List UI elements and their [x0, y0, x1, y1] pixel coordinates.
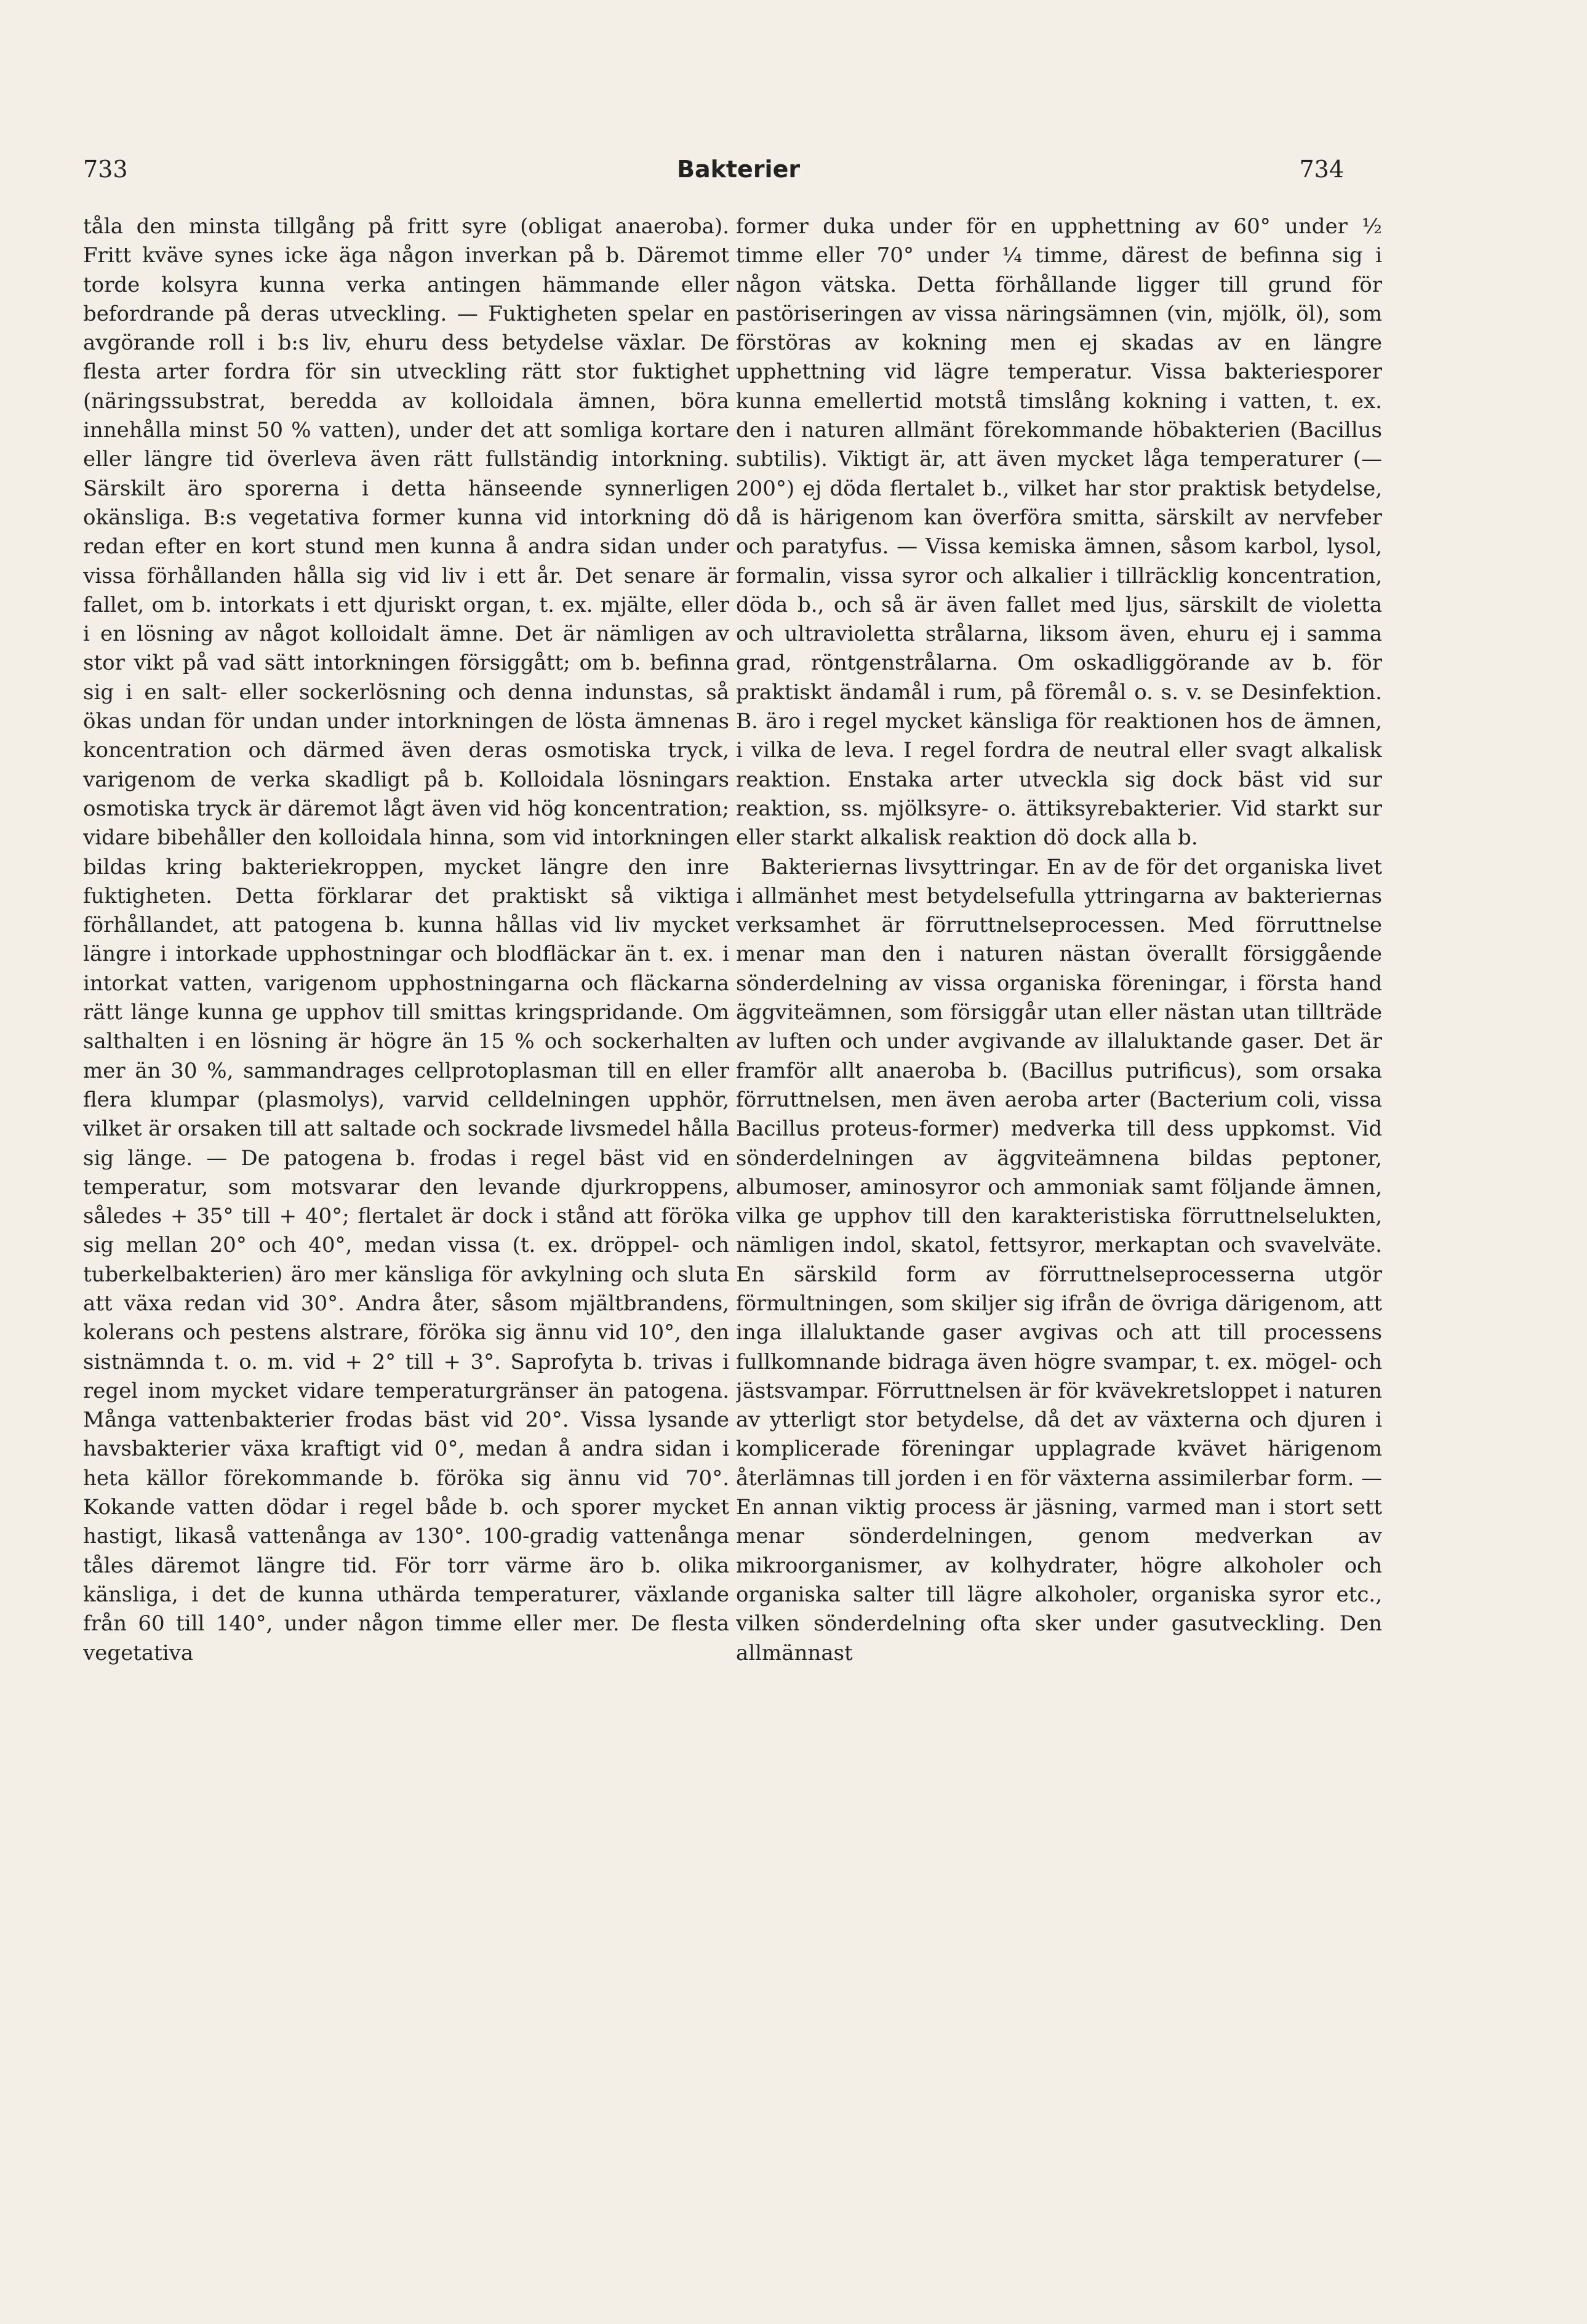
left-column	[83, 212, 729, 2268]
paragraph: former duka under för en upphettning av 60° under ½ timme eller 70° under ¼ timme, därest de befinna sig i någon vätska. Detta förhållande ligger till grund för pastöriseringen av vissa näringsämnen (vin, mjölk, öl), som förstöras av kokning men ej skadas av en längre upphettning vid lägre temperatur. Vissa bakteriesporer kunna emellertid motstå timslång kokning i vatten, t. ex. den i naturen allmänt förekommande höbakterien (Bacillus subtilis). Viktigt är, att även mycket låga temperaturer (— 200°) ej döda flertalet b., vilket har stor praktisk betydelse, då is härigenom kan överföra smitta, särskilt av nervfeber och paratyfus. — Vissa kemiska ämnen, såsom karbol, lysol, formalin, vissa syror och alkalier i tillräcklig koncentration, döda b., och så är även fallet med ljus, särskilt de violetta och ultravioletta strålarna, liksom även, ehuru ej i samma grad, röntgenstrålarna. Om oskadliggörande av b. för praktiskt ändamål i rum, på föremål o. s. v. se Desinfektion. B. äro i regel mycket känsliga för reaktionen hos de ämnen, i vilka de leva. I regel fordra de neutral eller svagt alkalisk reaktion. Enstaka arter utveckla sig dock bäst vid sur reaktion, ss. mjölksyre- o. ättiksyrebakterier. Vid starkt sur eller starkt alkalisk reaktion dö dock alla b.	[736, 214, 1382, 851]
page-number-left: 733	[83, 156, 128, 183]
page-number-right: 734	[1299, 156, 1344, 183]
paragraph: Bakteriernas livsyttringar. En av de för det organiska livet i allmänhet mest betydelsefulla yttringarna av bakteriernas verksamhet är förruttnelseprocessen. Med förruttnelse menar man den i naturen nästan överallt försiggående sönderdelning av vissa organiska föreningar, i första hand äggviteämnen, som försiggår utan eller nästan utan tillträde av luften och under avgivande av illaluktande gaser. Det är framför allt anaeroba b. (Bacillus putrificus), som orsaka förruttnelsen, men även aeroba arter (Bacterium coli, vissa Bacillus proteus-former) medverka till dess uppkomst. Vid sönderdelningen av äggviteämnena bildas peptoner, albumoser, aminosyror och ammoniak samt följande ämnen, vilka ge upphov till den karakteristiska förruttnelselukten, nämligen indol, skatol, fettsyror, merkaptan och svavelväte. En särskild form av förruttnelseprocesserna utgör förmultningen, som skiljer sig ifrån de övriga därigenom, att inga illaluktande gaser avgivas och att till processens fullkomnande bidraga även högre svampar, t. ex. mögel- och jästsvampar. Förruttnelsen är för kvävekretsloppet i naturen av ytterligt stor betydelse, då det av växterna och djuren i komplicerade föreningar upplagrade kvävet härigenom återlämnas till jorden i en för växterna assimilerbar form. — En annan viktig process är jäsning, varmed man i stort sett menar sönderdelningen, genom medverkan av mikroorganismer, av kolhydrater, högre alkoholer och organiska salter till lägre alkoholer, organiska syror etc., vilken sönderdelning ofta sker under gasutveckling. Den allmännast	[736, 854, 1382, 1665]
paragraph: tåla den minsta tillgång på fritt syre (obligat anaeroba). Fritt kväve synes icke äga någon inverkan på b. Däremot torde kolsyra kunna verka antingen hämmande eller befordrande på deras utveckling. — Fuktigheten spelar en avgörande roll i b:s liv, ehuru dess betydelse växlar. De flesta arter fordra för sin utveckling rätt stor fuktighet (näringssubstrat, beredda av kolloidala ämnen, böra innehålla minst 50 % vatten), under det att somliga kortare eller längre tid överleva även rätt fullständig intorkning. Särskilt äro sporerna i detta hänseende synnerligen okänsliga. B:s vegetativa former kunna vid intorkning dö redan efter en kort stund men kunna å andra sidan under vissa förhållanden hålla sig vid liv i ett år. Det senare är fallet, om b. intorkats i ett djuriskt organ, t. ex. mjälte, eller i en lösning av något kolloidalt ämne. Det är nämligen av stor vikt på vad sätt intorkningen försiggått; om b. befinna sig i en salt- eller sockerlösning och denna indunstas, så ökas undan för undan under intorkningen de lösta ämnenas koncentration och därmed även deras osmotiska tryck, varigenom de verka skadligt på b. Kolloidala lösningars osmotiska tryck är däremot lågt även vid hög koncentration; vidare bibehåller den kolloidala hinna, som vid intorkningen bildas kring bakteriekroppen, mycket längre den inre fuktigheten. Detta förklarar det praktiskt så viktiga förhållandet, att patogena b. kunna hållas vid liv mycket längre i intorkade upphostningar och blodfläckar än t. ex. i intorkat vatten, varigenom upphostningarna och fläckarna rätt länge kunna ge upphov till smittas kringspridande. Om salthalten i en lösning är högre än 15 % och sockerhalten mer än 30 %, sammandrages cellprotoplasman till en eller flera klumpar (plasmolys), varvid celldelningen upphör, vilket är orsaken till att saltade och sockrade livsmedel hålla sig länge. — De patogena b. frodas i regel bäst vid en temperatur, som motsvarar den levande djurkroppens, således + 35° till + 40°; flertalet är dock i stånd att föröka sig mellan 20° och 40°, medan vissa (t. ex. dröppel- och tuberkelbakterien) äro mer känsliga för avkylning och sluta att växa redan vid 30°. Andra åter, såsom mjältbrandens, kolerans och pestens alstrare, föröka sig ännu vid 10°, den sistnämnda t. o. m. vid + 2° till + 3°. Saprofyta b. trivas i regel inom mycket vidare temperaturgränser än patogena. Många vattenbakterier frodas bäst vid 20°. Vissa lysande havsbakterier växa kraftigt vid 0°, medan å andra sidan i heta källor förekommande b. föröka sig ännu vid 70°. Kokande vatten dödar i regel både b. och sporer mycket hastigt, likaså vattenånga av 130°. 100-gradig vattenånga tåles däremot längre tid. För torr värme äro b. olika känsliga, i det de kunna uthärda temperaturer, växlande från 60 till 140°, under någon timme eller mer. De flesta vegetativa	[83, 214, 729, 1665]
running-title: Bakterier	[677, 156, 801, 183]
right-column	[736, 212, 1382, 2268]
